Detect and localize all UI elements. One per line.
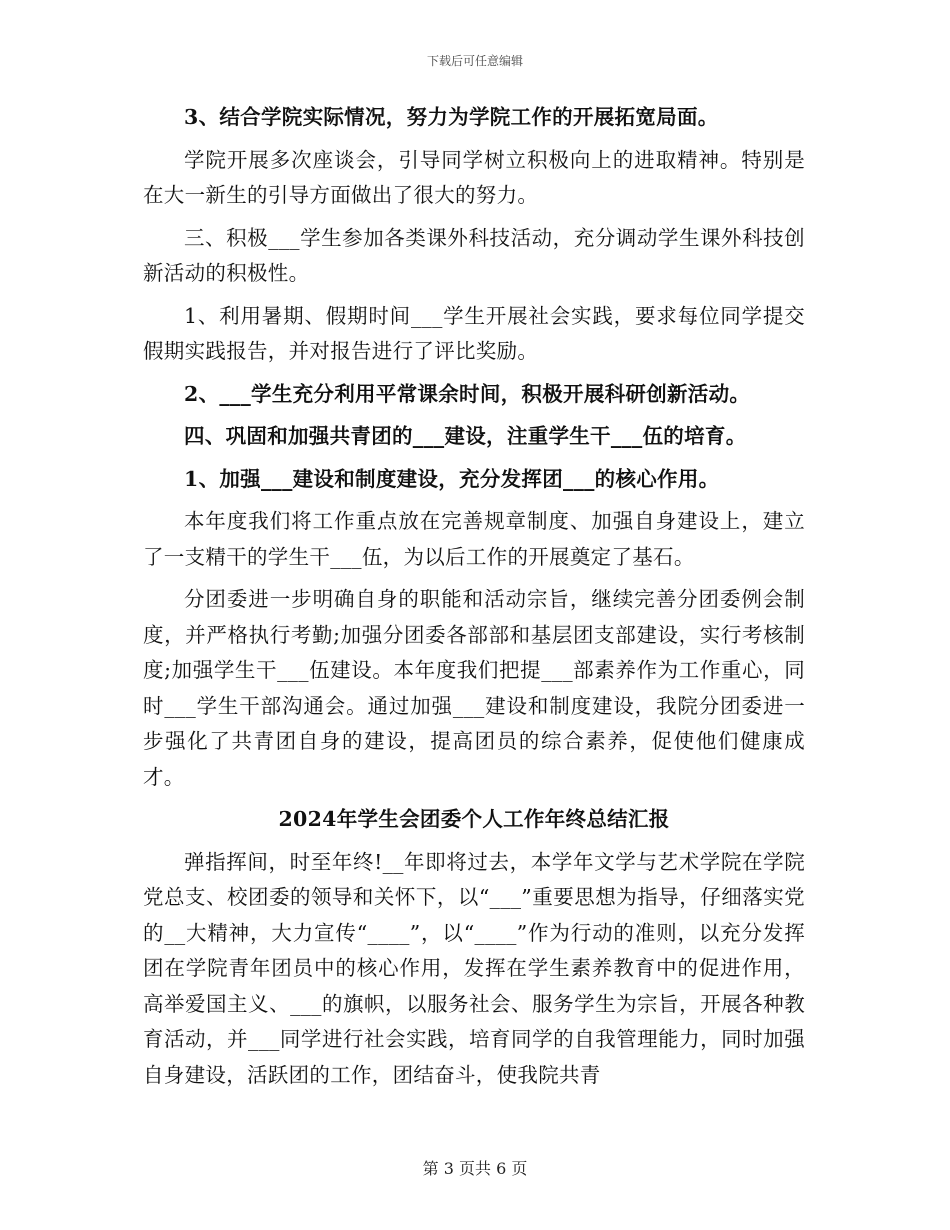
paragraph-4: 1、利用暑期、假期时间___学生开展社会实践，要求每位同学提交假期实践报告，并对报告进行了评比奖励。 <box>143 303 805 363</box>
paragraph-7: 1、加强___建设和制度建设，充分发挥团___的核心作用。 <box>184 466 720 491</box>
paragraph-5: 2、___学生充分利用平常课余时间，积极开展科研创新活动。 <box>184 381 751 406</box>
paragraph-1: 3、结合学院实际情况，努力为学院工作的开展拓宽局面。 <box>184 105 719 129</box>
document-title: 2024年学生会团委个人工作年终总结汇报 <box>278 807 670 831</box>
paragraph-11: 弹指挥间，时至年终!__年即将过去，本学年文学与艺术学院在学院党总支、校团委的领导和关怀下，以“___”重要思想为指导，仔细落实党的__大精神，大力宣传“____”，以“____”作为行动的准则，以充分发挥团在学院青年团员中的核心作用，发挥在学生素养教育中的促进作用，高举爱国主义、___的旗帜，以服务社会、服务学生为宗旨，开展各种教育活动，并___同学进行社会实践，培育同学的自我管理能力，同时加强自身建设，活跃团的工作，团结奋斗，使我院共青 <box>143 849 805 1087</box>
page-header: 下载后可任意编辑 <box>426 54 523 68</box>
paragraph-3: 三、积极___学生参加各类课外科技活动，充分调动学生课外科技创新活动的积极性。 <box>143 225 805 285</box>
paragraph-8: 本年度我们将工作重点放在完善规章制度、加强自身建设上，建立了一支精干的学生干___伍，为以后工作的开展奠定了基石。 <box>143 509 805 569</box>
document-body <box>143 100 805 1100</box>
section-heading-4: 四、巩固和加强共青团的___建设，注重学生干___伍的培育。 <box>184 424 747 448</box>
paragraph-9: 分团委进一步明确自身的职能和活动宗旨，继续完善分团委例会制度，并严格执行考勤;加强分团委各部部和基层团支部建设，实行考核制度;加强学生干___伍建设。本年度我们把提___部素养作为工作重心，同时___学生干部沟通会。通过加强___建设和制度建设，我院分团委进一步强化了共青团自身的建设，提高团员的综合素养，促使他们健康成才。 <box>143 587 805 789</box>
paragraph-2: 学院开展多次座谈会，引导同学树立积极向上的进取精神。特别是在大一新生的引导方面做出了很大的努力。 <box>143 147 805 207</box>
page-footer: 第 3 页共 6 页 <box>422 1159 528 1178</box>
